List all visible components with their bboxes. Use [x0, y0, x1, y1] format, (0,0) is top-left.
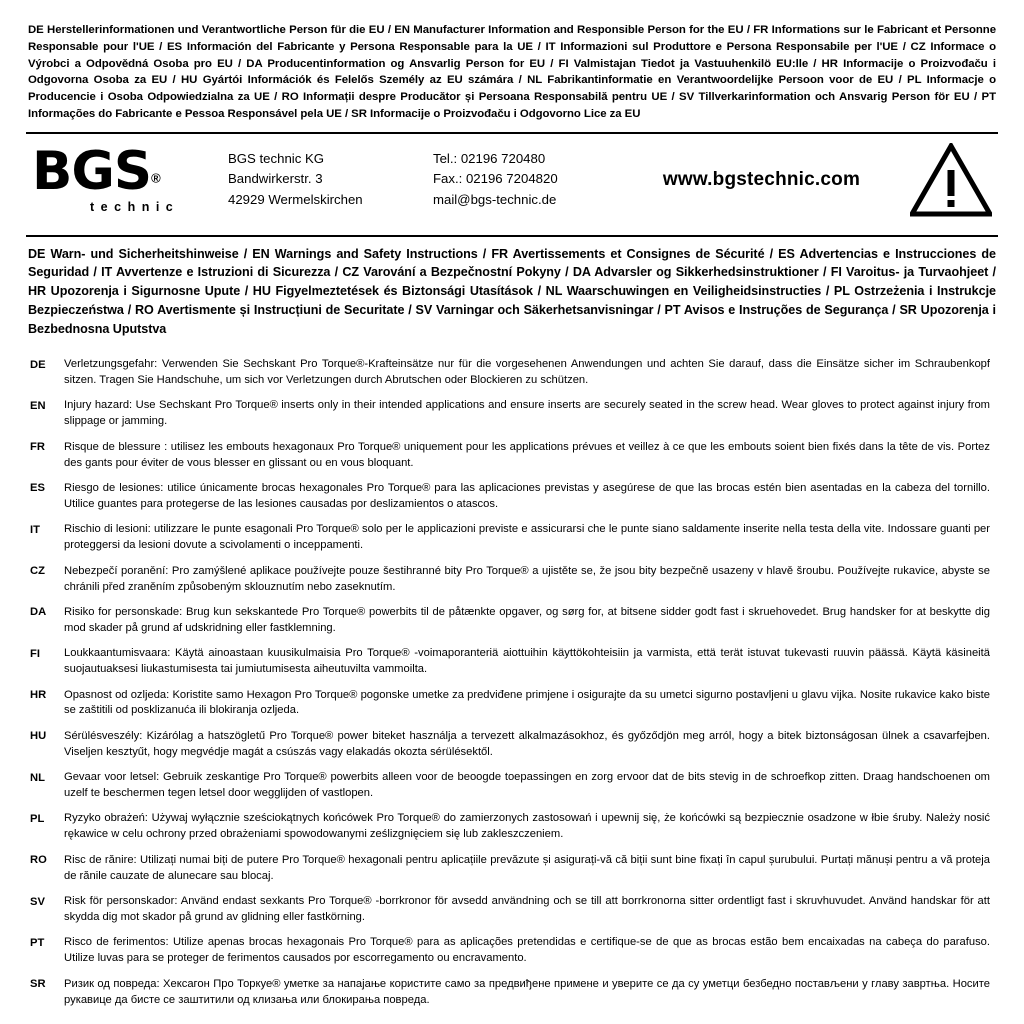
language-code: DE	[30, 358, 46, 371]
list-item	[30, 894, 996, 926]
logo-registered-icon: ®	[151, 170, 161, 186]
language-text: Opasnost od ozljeda: Koristite samo Hexagon Pro Torque® pogonske umetke za predviđene primjene i osigurajte da su umetci sigurno postavljeni u glavu vijka. Nosite rukavice kako biste se zaštitili od posklizanuća ili blokiranja ozljeda.	[64, 688, 990, 717]
language-code: DA	[30, 606, 47, 619]
manufacturer-block	[26, 134, 998, 226]
language-code: FR	[30, 441, 45, 454]
language-code: SV	[30, 895, 45, 908]
company-city: 42929 Wermelskirchen	[228, 191, 363, 207]
language-text: Ryzyko obrażeń: Używaj wyłącznie sześciokątnych końcówek Pro Torque® do zamierzonych zastosowań i upewnij się, że końcówki są bezpiecznie osadzone w łbie śruby. Należy nosić rękawice w celu ochrony przed obrażeniami spowodowanymi ześlizgnięciem się lub zakleszczeniem.	[64, 812, 990, 841]
contact-fax: Fax.: 02196 7204820	[433, 171, 558, 187]
list-item	[30, 398, 996, 430]
language-code: ES	[30, 482, 45, 495]
warning-triangle-icon	[900, 143, 996, 217]
language-text: Loukkaantumisvaara: Käytä ainoastaan kuusikulmaisia Pro Torque® -voimaporanteriä aiottuihin käyttökohteisiin ja varmista, että terät istuvat tukevasti ruuvin päässä. Käytä käsineitä suojautuaksesi liukastumisesta tai jumiutumisesta aiheutuvilta vammoilta.	[64, 647, 990, 676]
safety-instructions-list	[30, 357, 996, 1009]
language-text: Rischio di lesioni: utilizzare le punte esagonali Pro Torque® solo per le applicazioni previste e assicurarsi che le punte siano saldamente inserite nella testa della vite. Indossare guanti per proteggersi da lesioni dovute a scivolamenti o inceppamenti.	[64, 523, 990, 552]
language-code: RO	[30, 854, 47, 867]
list-item	[30, 564, 996, 596]
list-item	[30, 977, 996, 1009]
language-text: Risco de ferimentos: Utilize apenas brocas hexagonais Pro Torque® para as aplicações pretendidas e certifique-se de que as brocas estão bem encaixadas na cabeça do parafuso. Utilize luvas para se proteger de ferimentos causados por escorregamento ou encravamento.	[64, 936, 990, 965]
list-item	[30, 481, 996, 513]
language-text: Ризик од повреда: Хексагон Про Торкуе® уметке за напајање користите само за предвиђене примене и уверите се да су уметци безбедно постављени у главу завртња. Носите рукавице да бисте се заштитили од клизања или блокирања повреда.	[64, 977, 990, 1006]
language-text: Nebezpečí poranění: Pro zamýšlené aplikace používejte pouze šestihranné bity Pro Torque® a ujistěte se, že jsou bity bezpečně usazeny v hlavě šroubu. Používejte rukavice, abyste se chránili před zraněním způsobeným sklouznutím nebo zaseknutím.	[64, 564, 990, 593]
company-name: BGS technic KG	[228, 150, 325, 166]
list-item	[30, 440, 996, 472]
language-text: Gevaar voor letsel: Gebruik zeskantige Pro Torque® powerbits alleen voor de beoogde toepassingen en zorg ervoor dat de bits stevig in de schroefkop zitten. Draag handschoenen om uzelf te beschermen tegen letsel door wegglijden of vastlopen.	[64, 771, 990, 800]
language-text: Sérülésveszély: Kizárólag a hatszögletű Pro Torque® power biteket használja a tervezett alkalmazásokhoz, és győződjön meg arról, hogy a bitek biztonságosan ülnek a csavarfejben. Viseljen kesztyűt, hogy megvédje magát a csúszás vagy elakadás okozta sérülésektől.	[64, 729, 990, 758]
logo-wordmark: BGS	[32, 141, 152, 203]
website-url: www.bgstechnic.com	[662, 168, 861, 190]
divider-bottom	[26, 235, 998, 237]
list-item	[30, 646, 996, 678]
language-text: Risk för personskador: Använd endast sexkants Pro Torque® -borrkronor för avsedd användning och se till att borrkronorna sitter ordentligt fast i skruvhuvudet. Använd handskar för att skydda dig mot skador på grund av glidning eller fastkörning.	[64, 895, 990, 924]
list-item	[30, 729, 996, 761]
language-code: FI	[30, 647, 40, 660]
warnings-heading: DE Warn- und Sicherheitshinweise / EN Warnings and Safety Instructions / FR Avertissements et Consignes de Sécurité / ES Advertencias e Instrucciones de Seguridad / IT Avvertenze e Istruzioni di Sicurezza / CZ Varování a Bezpečnostní Pokyny / DA Advarsler og Sikkerhedsinstruktioner / FI Varoitus- ja Turvaohjeet / HR Upozorenja i Sigurnosne Upute / HU Figyelmeztetések és Biztonsági Utasítások / NL Waarschuwingen en Veiligheidsinstructies / PL Ostrzeżenia i Instrukcje Bezpieczeństwa / RO Avertismente și Instrucțiuni de Securitate / SV Varningar och Säkerhetsanvisningar / PT Avisos e Instruções de Segurança / SR Upozorenja i Bezbednosna Uputstva	[28, 246, 996, 337]
list-item	[30, 811, 996, 843]
logo-tagline: technic	[90, 200, 180, 215]
language-text: Risc de rănire: Utilizați numai biți de putere Pro Torque® hexagonali pentru aplicațiile prevăzute și asigurați-vă că biții sunt bine fixați în capul șurubului. Purtați mănuși pentru a vă proteja de rănile cauzate de alunecare sau blocaj.	[64, 853, 990, 882]
language-code: PT	[30, 936, 45, 949]
manufacturer-info-heading: DE Herstellerinformationen und Verantwortliche Person für die EU / EN Manufacturer Information and Responsible Person for the EU / FR Informations sur le Fabricant et Personne Responsable pour l'UE / ES Información del Fabricante y Persona Responsable para la UE / IT Informazioni sul Produttore e Persona Responsabile per l'UE / CZ Informace o Výrobci a Odpovědná Osoba pro EU / DA Producentinformation og Ansvarlig Person for EU / FI Valmistajan Tiedot ja Vastuuhenkilö EU:lle / HR Informacije o Proizvođaču i Odgovorna Osoba za EU / HU Gyártói Információk és Felelős Személy az EU számára / NL Fabrikantinformatie en Verantwoordelijke Persoon voor de EU / PL Informacje o Producencie i Osoba Odpowiedzialna za UE / RO Informații despre Producător și Persoana Responsabilă pentru UE / SV Tillverkarinformation och Ansvarig Person för EU / PT Informações do Fabricante e Pessoa Responsável pela UE / SR Informacije o Proizvođaču i Odgovorno Lice za EU	[28, 24, 996, 120]
list-item	[30, 605, 996, 637]
list-item	[30, 770, 996, 802]
language-text: Injury hazard: Use Sechskant Pro Torque® inserts only in their intended applications and ensure inserts are securely seated in the screw head. Wear gloves to protect against injury from slippage or jamming.	[64, 399, 990, 428]
language-code: PL	[30, 812, 45, 825]
list-item	[30, 522, 996, 554]
language-code: NL	[30, 771, 45, 784]
language-text: Riesgo de lesiones: utilice únicamente brocas hexagonales Pro Torque® para las aplicaciones previstas y asegúrese de que las brocas estén bien asentadas en la cabeza del tornillo. Utilice guantes para protegerse de las lesiones causadas por deslizamientos o atascos.	[64, 481, 990, 510]
list-item	[30, 935, 996, 967]
language-code: HU	[30, 730, 47, 743]
language-code: IT	[30, 523, 40, 536]
contact-email: mail@bgs-technic.de	[433, 191, 557, 207]
language-code: CZ	[30, 565, 45, 578]
language-text: Risque de blessure : utilisez les embouts hexagonaux Pro Torque® uniquement pour les applications prévues et veillez à ce que les embouts soient bien fixés dans la tête de vis. Portez des gants pour éviter de vous blesser en glissant ou en vous bloquant.	[64, 440, 990, 469]
language-code: EN	[30, 399, 46, 412]
language-code: HR	[30, 689, 47, 702]
contact-tel: Tel.: 02196 720480	[433, 150, 546, 166]
list-item	[30, 357, 996, 389]
manufacturer-address	[228, 149, 433, 210]
list-item	[30, 688, 996, 720]
company-street: Bandwirkerstr. 3	[228, 171, 323, 187]
bgs-logo	[28, 141, 228, 215]
list-item	[30, 853, 996, 885]
language-text: Verletzungsgefahr: Verwenden Sie Sechskant Pro Torque®-Krafteinsätze nur für die vorgesehenen Anwendungen und achten Sie darauf, dass die Einsätze sicher im Schraubenkopf sitzen. Tragen Sie Handschuhe, um sich vor Verletzungen durch Abrutschen oder Blockieren zu schützen.	[64, 358, 990, 386]
manufacturer-contact	[433, 149, 633, 210]
language-text: Risiko for personskade: Brug kun sekskantede Pro Torque® powerbits til de påtænkte opgaver, og sørg for, at bitsene sidder godt fast i skruehovedet. Brug handsker for at beskytte dig mod skader på grund af udskridning eller fastklemning.	[64, 605, 990, 634]
language-code: SR	[30, 978, 46, 991]
